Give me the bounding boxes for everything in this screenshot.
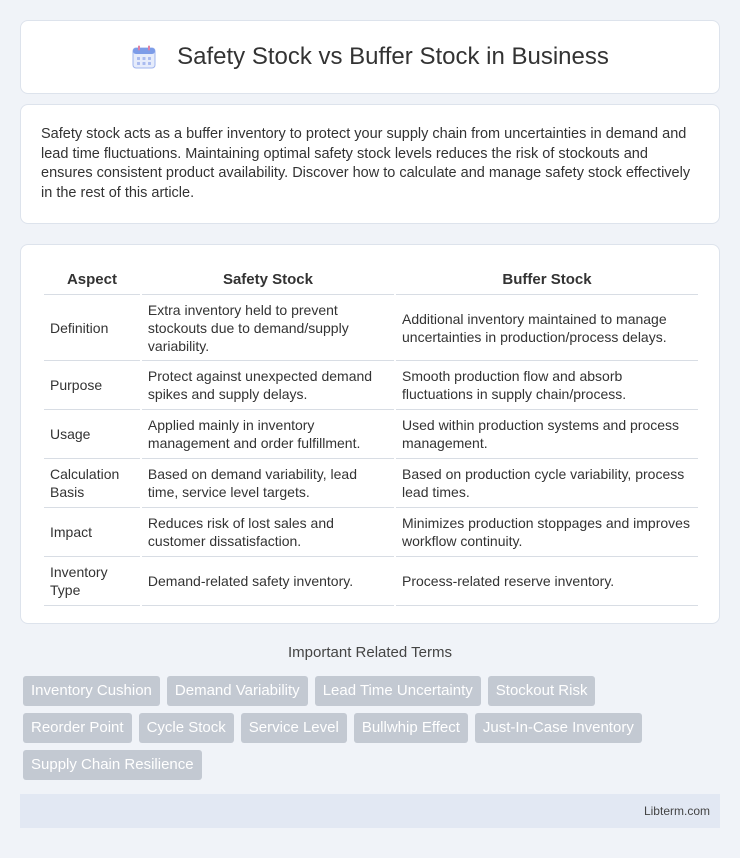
related-terms-title: Important Related Terms	[288, 644, 452, 661]
table-row	[44, 410, 698, 459]
related-term-tag[interactable]: Cycle Stock	[139, 713, 234, 743]
table-row	[44, 508, 698, 557]
table-row	[44, 459, 698, 508]
related-term-tag[interactable]: Demand Variability	[167, 676, 308, 706]
intro-card	[20, 104, 720, 224]
table-header-row	[44, 264, 698, 295]
row-aspect: Definition	[44, 295, 140, 361]
comparison-table-card	[20, 244, 720, 624]
related-term-tag[interactable]: Lead Time Uncertainty	[315, 676, 481, 706]
row-safety-stock: Demand-related safety inventory.	[142, 557, 394, 606]
row-buffer-stock: Based on production cycle variability, process lead times.	[396, 459, 698, 508]
related-term-tag[interactable]: Service Level	[241, 713, 347, 743]
row-aspect: Inventory Type	[44, 557, 140, 606]
comparison-table	[42, 264, 700, 606]
related-term-tag[interactable]: Inventory Cushion	[23, 676, 160, 706]
column-header-buffer-stock: Buffer Stock	[396, 264, 698, 295]
related-terms-list	[23, 676, 703, 780]
row-aspect: Calculation Basis	[44, 459, 140, 508]
row-buffer-stock: Additional inventory maintained to manage uncertainties in production/process delays.	[396, 295, 698, 361]
table-row	[44, 361, 698, 410]
row-safety-stock: Protect against unexpected demand spikes and supply delays.	[142, 361, 394, 410]
page-title: Safety Stock vs Buffer Stock in Business	[177, 43, 609, 70]
row-buffer-stock: Process-related reserve inventory.	[396, 557, 698, 606]
header-card	[20, 20, 720, 94]
row-aspect: Usage	[44, 410, 140, 459]
row-buffer-stock: Used within production systems and process management.	[396, 410, 698, 459]
related-term-tag[interactable]: Stockout Risk	[488, 676, 596, 706]
header	[131, 43, 609, 71]
row-safety-stock: Based on demand variability, lead time, service level targets.	[142, 459, 394, 508]
footer-site-link[interactable]: Libterm.com	[643, 804, 710, 818]
related-term-tag[interactable]: Just-In-Case Inventory	[475, 713, 642, 743]
calendar-icon	[131, 44, 157, 70]
related-term-tag[interactable]: Supply Chain Resilience	[23, 750, 202, 780]
row-aspect: Purpose	[44, 361, 140, 410]
column-header-aspect: Aspect	[44, 264, 140, 295]
row-buffer-stock: Smooth production flow and absorb fluctuations in supply chain/process.	[396, 361, 698, 410]
table-row	[44, 557, 698, 606]
table-row	[44, 295, 698, 361]
row-safety-stock: Applied mainly in inventory management and order fulfillment.	[142, 410, 394, 459]
related-term-tag[interactable]: Reorder Point	[23, 713, 132, 743]
row-safety-stock: Reduces risk of lost sales and customer dissatisfaction.	[142, 508, 394, 557]
intro-paragraph: Safety stock acts as a buffer inventory to protect your supply chain from uncertainties in demand and lead time fluctuations. Maintaining optimal safety stock levels reduces the risk of stockouts and ensures consistent product availability. Discover how to calculate and manage safety stock effectively in the rest of this article.	[41, 126, 691, 201]
row-buffer-stock: Minimizes production stoppages and improves workflow continuity.	[396, 508, 698, 557]
row-aspect: Impact	[44, 508, 140, 557]
related-term-tag[interactable]: Bullwhip Effect	[354, 713, 468, 743]
row-safety-stock: Extra inventory held to prevent stockouts due to demand/supply variability.	[142, 295, 394, 361]
column-header-safety-stock: Safety Stock	[142, 264, 394, 295]
footer	[20, 794, 720, 828]
